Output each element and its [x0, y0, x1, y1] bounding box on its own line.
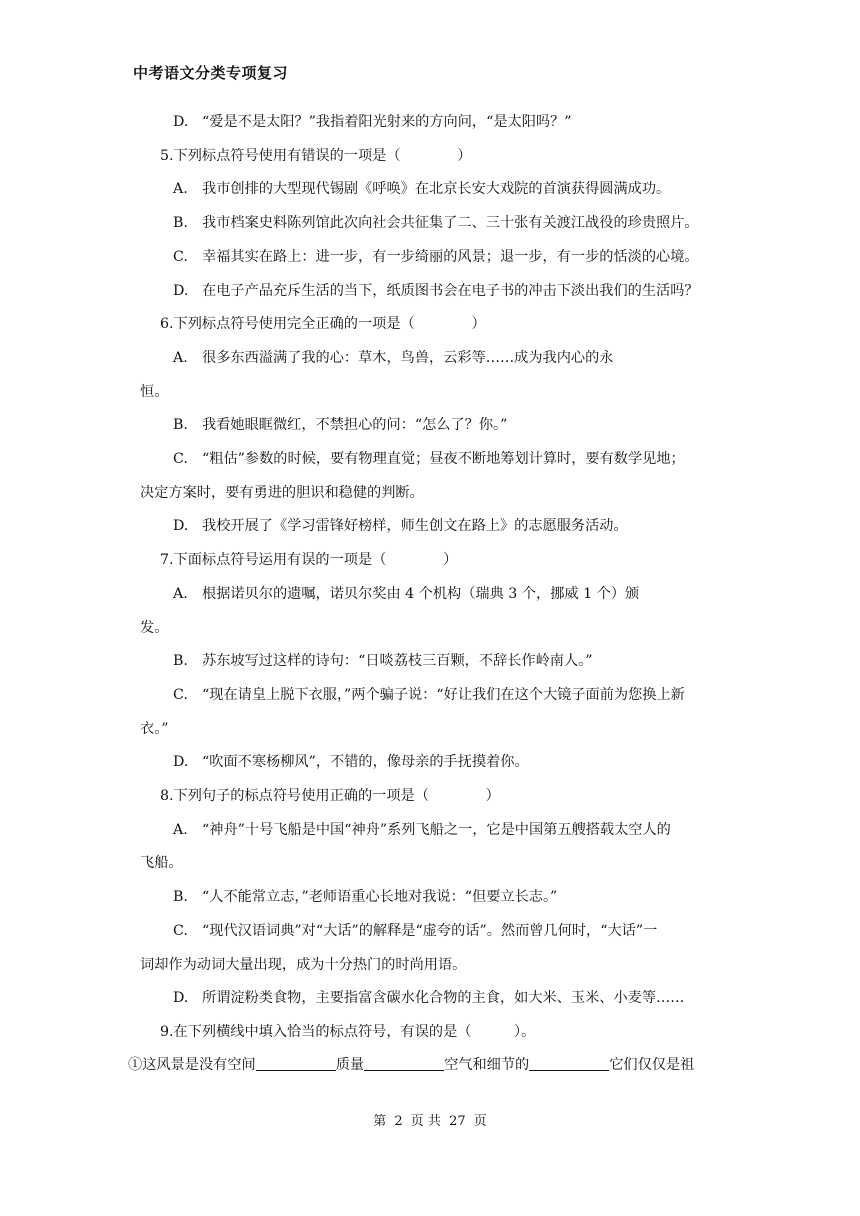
footer-total-pages: 27: [449, 1114, 466, 1129]
q9-part-3: 空气和细节的: [444, 1057, 530, 1073]
answer-option: [173, 887, 557, 907]
option-letter: A.: [173, 822, 188, 838]
answer-option: [173, 281, 699, 301]
option-text: 在电子产品充斥生活的当下，纸质图书会在电子书的冲击下淡出我们的生活吗？: [202, 283, 699, 299]
option-text: 所谓淀粉类食物，主要指富含碳水化合物的主食，如大米、玉米、小麦等……: [202, 990, 685, 1006]
option-text: 我市档案史料陈列馆此次向社会共征集了二、三十张有关渡江战役的珍贵照片。: [202, 215, 699, 231]
q9-part-2: 质量: [335, 1057, 365, 1073]
footer-mid: 页 共: [410, 1114, 441, 1129]
footer-pre: 第: [373, 1114, 387, 1129]
answer-option: [173, 449, 685, 469]
question-stem: 5.下列标点符号使用有错误的一项是（ ）: [160, 148, 472, 164]
footer-post: 页: [473, 1114, 487, 1129]
answer-option: [173, 651, 592, 671]
option-letter: D.: [173, 283, 189, 299]
option-continuation: 恒。: [140, 384, 169, 400]
option-letter: D.: [173, 990, 189, 1006]
answer-option: [173, 820, 671, 840]
option-text: 我看她眼眶微红，不禁担心的问：“怎么了？你。”: [202, 417, 508, 433]
footer-page-number: 2: [394, 1114, 403, 1129]
option-text: 我市创排的大型现代锡剧《呼唤》在北京长安大戏院的首演获得圆满成功。: [202, 181, 671, 197]
option-text: 很多东西溢满了我的心：草木，鸟兽，云彩等……成为我内心的永: [202, 350, 614, 366]
fill-blank-3[interactable]: [529, 1056, 609, 1071]
question-stem: 6.下列标点符号使用完全正确的一项是（ ）: [160, 316, 486, 332]
option-letter: B.: [173, 889, 188, 905]
q9-statement-1: [128, 1055, 694, 1075]
answer-option: [173, 921, 657, 941]
answer-option: [173, 348, 613, 368]
option-continuation: 发。: [140, 620, 169, 636]
fill-blank-2[interactable]: [364, 1056, 444, 1071]
option-letter: D.: [173, 754, 189, 770]
answer-option: [173, 584, 639, 604]
option-letter: C.: [173, 923, 188, 939]
answer-option: [173, 516, 628, 536]
q9-part-1: ①这风景是没有空间: [128, 1057, 256, 1073]
question-stem: 8.下列句子的标点符号使用正确的一项是（ ）: [160, 788, 500, 804]
question-stem: 9.在下列横线中填入恰当的标点符号，有误的是（ ）。: [160, 1024, 536, 1040]
option-letter: B.: [173, 653, 188, 669]
fill-blank-1[interactable]: [256, 1056, 336, 1071]
option-text: 我校开展了《学习雷锋好榜样，师生创文在路上》的志愿服务活动。: [202, 518, 628, 534]
option-letter: A.: [173, 350, 188, 366]
option-continuation: 衣。”: [140, 721, 169, 737]
option-text: 幸福其实在路上：进一步，有一步绮丽的风景；退一步，有一步的恬淡的心境。: [202, 249, 699, 265]
option-letter: B.: [173, 417, 188, 433]
answer-option: [173, 213, 699, 233]
page-footer: [0, 1110, 860, 1129]
answer-option: [173, 179, 670, 199]
option-letter: A.: [173, 181, 188, 197]
option-text: “粗估”参数的时候，要有物理直觉；昼夜不断地筹划计算时，要有数学见地；: [202, 451, 685, 467]
option-continuation: 词却作为动词大量出现，成为十分热门的时尚用语。: [140, 957, 467, 973]
option-letter: C.: [173, 451, 188, 467]
answer-option: [173, 685, 685, 705]
option-letter: A.: [173, 586, 188, 602]
question-stem: 7.下面标点符号运用有误的一项是（ ）: [160, 552, 458, 568]
option-text: “现在请皇上脱下衣服，”两个骗子说：“好让我们在这个大镜子面前为您换上新: [202, 687, 685, 703]
option-text: “吹面不寒杨柳风”，不错的，像母亲的手抚摸着你。: [202, 754, 529, 770]
option-letter: C.: [173, 687, 188, 703]
answer-option: [173, 112, 572, 132]
option-continuation: 决定方案时，要有勇进的胆识和稳健的判断。: [140, 485, 424, 501]
option-letter: C.: [173, 249, 188, 265]
option-text: “现代汉语词典”对“大话”的解释是“虚夸的话”。然而曾几何时，“大话”一: [202, 923, 658, 939]
option-letter: D.: [173, 518, 189, 534]
option-continuation: 飞船。: [140, 855, 183, 871]
answer-option: [173, 415, 507, 435]
option-text: “人不能常立志，”老师语重心长地对我说：“但要立长志。”: [202, 889, 558, 905]
answer-option: [173, 247, 699, 267]
option-text: 苏东坡写过这样的诗句：“日啖荔枝三百颗，不辞长作岭南人。”: [202, 653, 593, 669]
option-text: 根据诺贝尔的遗嘱，诺贝尔奖由 4 个机构（瑞典 3 个，挪威 1 个）颁: [202, 586, 640, 602]
option-letter: D.: [173, 114, 189, 130]
option-text: “神舟”十号飞船是中国“神舟”系列飞船之一，它是中国第五艘搭载太空人的: [202, 822, 671, 838]
answer-option: [173, 752, 529, 772]
answer-option: [173, 988, 684, 1008]
page-header: 中考语文分类专项复习: [133, 64, 289, 82]
q9-part-4: 它们仅仅是祖: [609, 1057, 695, 1073]
option-letter: B.: [173, 215, 188, 231]
option-text: “爱是不是太阳？”我指着阳光射来的方向问，“是太阳吗？”: [202, 114, 572, 130]
